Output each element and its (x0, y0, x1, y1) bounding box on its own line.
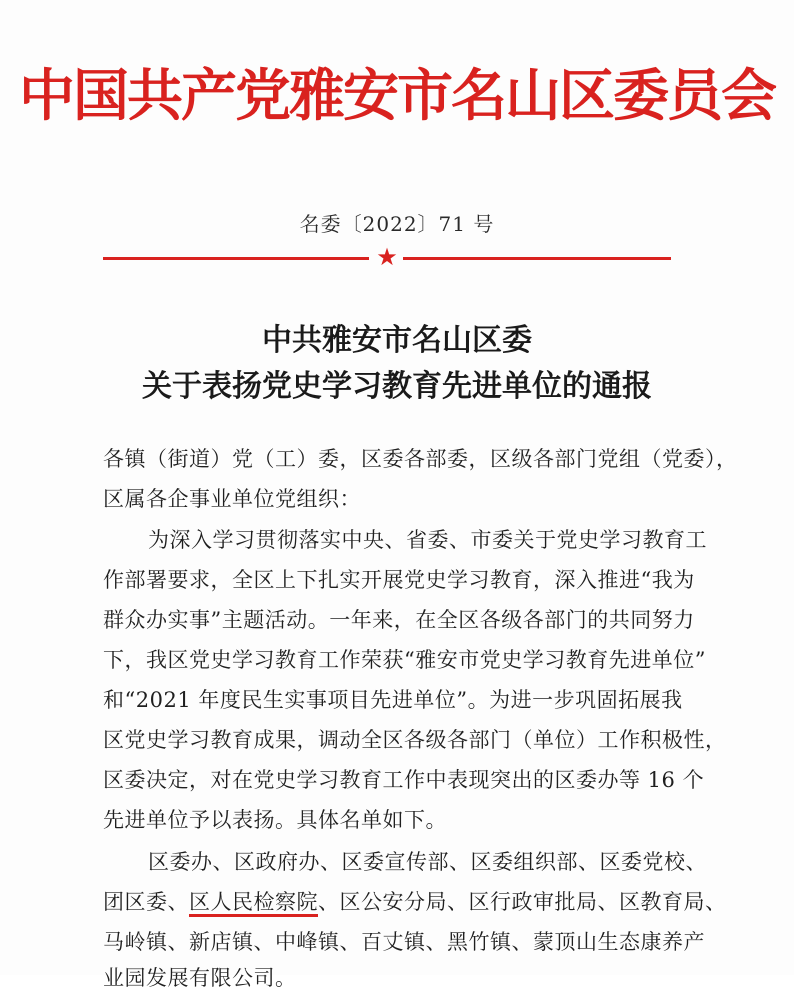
star-icon: ★ (376, 243, 398, 271)
units-line-1: 区委办、区政府办、区委宣传部、区委组织部、区委党校、 (148, 850, 707, 874)
paragraph-line: 区党史学习教育成果，调动全区各级各部门（单位）工作积极性， (103, 728, 727, 752)
units-text: 、区公安分局、区行政审批局、区教育局、 (318, 890, 727, 914)
document-number: 名委〔2022〕71 号 (299, 212, 495, 236)
paragraph-line: 群众办实事”主题活动。一年来，在全区各级各部门的共同努力 (103, 608, 695, 632)
salutation-line-2: 区属各企事业单位党组织： (103, 487, 361, 511)
issuer-heading: 中国共产党雅安市名山区委员会 (19, 63, 775, 129)
paragraph-line: 作部署要求，全区上下扎实开展党史学习教育，深入推进“我为 (103, 568, 695, 592)
red-divider (103, 243, 671, 271)
units-line-3: 马岭镇、新店镇、中峰镇、百丈镇、黑竹镇、蒙顶山生态康养产 (103, 930, 705, 954)
paragraph-line: 先进单位予以表扬。具体名单如下。 (103, 808, 447, 832)
salutation-line-1: 各镇（街道）党（工）委，区委各部委，区级各部门党组（党委）， (103, 447, 738, 471)
notice-title-line-2: 关于表扬党史学习教育先进单位的通报 (142, 369, 652, 404)
paragraph-line: 和“2021 年度民生实事项目先进单位”。为进一步巩固拓展我 (103, 688, 683, 712)
divider-line-right (403, 257, 671, 260)
paragraph-line: 为深入学习贯彻落实中央、省委、市委关于党史学习教育工 (148, 528, 707, 552)
paragraph-line: 下，我区党史学习教育工作荣获“雅安市党史学习教育先进单位” (103, 648, 706, 672)
highlighted-unit: 区人民检察院 (189, 890, 318, 914)
units-line-2 (103, 886, 727, 916)
units-line-4: 业园发展有限公司。 (103, 966, 297, 990)
units-text: 团区委、 (103, 890, 189, 914)
notice-title-line-1: 中共雅安市名山区委 (262, 323, 532, 358)
paragraph-line: 区委决定，对在党史学习教育工作中表现突出的区委办等 16 个 (103, 768, 705, 792)
divider-line-left (103, 257, 369, 260)
